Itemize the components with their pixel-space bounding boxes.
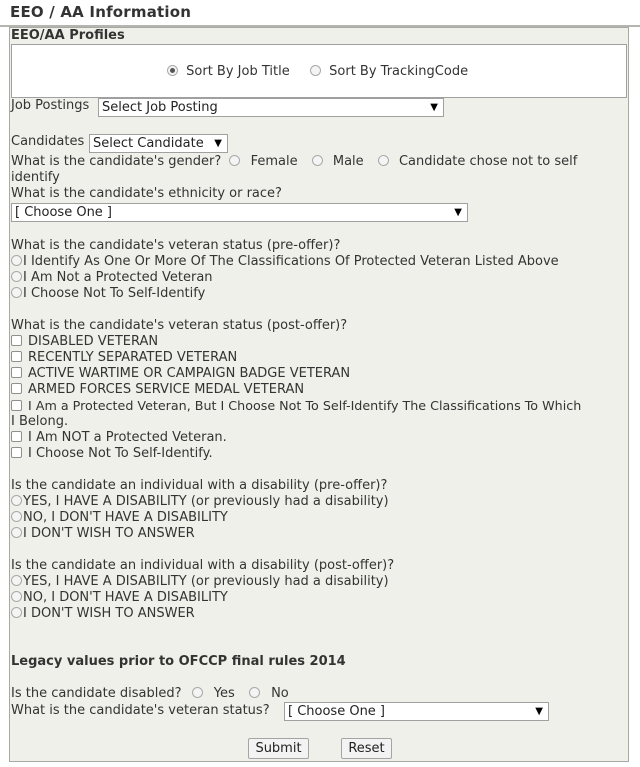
legacy-disabled-yes-radio[interactable] bbox=[192, 687, 203, 698]
veteran-post-label-5: I Am a Protected Veteran, But I Choose Not To Self-Identify The Classifications To Which bbox=[28, 398, 582, 413]
legacy-disabled-row bbox=[11, 686, 289, 702]
veteran-post-option-5[interactable] bbox=[11, 398, 581, 415]
disability-post-option-1[interactable] bbox=[11, 574, 389, 590]
veteran-post-label-7: I Choose Not To Self-Identify. bbox=[28, 446, 213, 461]
disability-pre-radio-3[interactable] bbox=[11, 527, 22, 538]
veteran-post-checkbox-2[interactable] bbox=[11, 351, 22, 362]
chevron-down-icon: ▼ bbox=[214, 138, 222, 149]
sort-options-box bbox=[11, 44, 627, 98]
gender-male-label: Male bbox=[332, 154, 364, 169]
veteran-post-option-7[interactable] bbox=[11, 446, 213, 462]
ethnicity-select[interactable] bbox=[11, 203, 468, 222]
gender-decline-radio[interactable] bbox=[378, 155, 389, 166]
legacy-disabled-yes-label: Yes bbox=[213, 686, 235, 701]
veteran-pre-radio-2[interactable] bbox=[11, 271, 22, 282]
sort-by-job-title-label: Sort By Job Title bbox=[186, 64, 290, 79]
veteran-post-option-1[interactable] bbox=[11, 334, 158, 350]
veteran-post-label-5-wrap: I Belong. bbox=[11, 414, 69, 429]
sort-by-job-title-radio[interactable] bbox=[167, 65, 178, 76]
disability-post-label-2: NO, I DON'T HAVE A DISABILITY bbox=[23, 590, 228, 605]
disability-pre-question: Is the candidate an individual with a disability (pre-offer)? bbox=[11, 478, 388, 493]
veteran-post-checkbox-5[interactable] bbox=[11, 400, 22, 411]
submit-button[interactable]: Submit bbox=[248, 738, 309, 759]
veteran-post-option-3[interactable] bbox=[11, 366, 350, 382]
veteran-pre-label-2: I Am Not a Protected Veteran bbox=[23, 270, 213, 285]
legacy-veteran-select[interactable] bbox=[284, 702, 549, 721]
veteran-post-label-4: ARMED FORCES SERVICE MEDAL VETERAN bbox=[28, 382, 305, 397]
disability-pre-radio-2[interactable] bbox=[11, 511, 22, 522]
veteran-pre-option-2[interactable] bbox=[11, 270, 213, 286]
veteran-pre-radio-3[interactable] bbox=[11, 287, 22, 298]
page-title: EEO / AA Information bbox=[10, 3, 192, 21]
chevron-down-icon: ▼ bbox=[430, 102, 438, 113]
legacy-disabled-no-radio[interactable] bbox=[249, 687, 260, 698]
disability-post-radio-3[interactable] bbox=[11, 607, 22, 618]
disability-pre-option-2[interactable] bbox=[11, 510, 228, 526]
disability-pre-label-1: YES, I HAVE A DISABILITY (or previously had a disability) bbox=[23, 494, 389, 509]
ethnicity-question: What is the candidate's ethnicity or race? bbox=[11, 186, 282, 201]
veteran-pre-option-1[interactable] bbox=[11, 254, 559, 270]
veteran-post-option-2[interactable] bbox=[11, 350, 237, 366]
chevron-down-icon: ▼ bbox=[535, 706, 543, 717]
disability-pre-option-1[interactable] bbox=[11, 494, 389, 510]
ethnicity-value: [ Choose One ] bbox=[15, 205, 113, 220]
veteran-post-question: What is the candidate's veteran status (post-offer)? bbox=[11, 318, 348, 333]
panel-title: EEO/AA Profiles bbox=[11, 28, 125, 43]
disability-post-radio-2[interactable] bbox=[11, 591, 22, 602]
disability-pre-radio-1[interactable] bbox=[11, 495, 22, 506]
gender-decline-label-wrap: identify bbox=[11, 170, 60, 185]
sort-by-tracking-code-option[interactable] bbox=[310, 64, 468, 80]
legacy-disabled-question: Is the candidate disabled? bbox=[11, 686, 182, 701]
veteran-post-label-2: RECENTLY SEPARATED VETERAN bbox=[28, 350, 238, 365]
disability-pre-label-2: NO, I DON'T HAVE A DISABILITY bbox=[23, 510, 228, 525]
legacy-veteran-value: [ Choose One ] bbox=[288, 704, 386, 719]
job-postings-label: Job Postings bbox=[11, 98, 90, 113]
gender-female-label: Female bbox=[250, 154, 298, 169]
chevron-down-icon: ▼ bbox=[454, 207, 462, 218]
job-postings-select[interactable] bbox=[98, 98, 444, 117]
veteran-post-checkbox-1[interactable] bbox=[11, 335, 22, 346]
job-postings-value: Select Job Posting bbox=[102, 100, 218, 115]
veteran-post-checkbox-4[interactable] bbox=[11, 383, 22, 394]
veteran-pre-label-1: I Identify As One Or More Of The Classifications Of Protected Veteran Listed Above bbox=[23, 254, 559, 269]
veteran-post-label-3: ACTIVE WARTIME OR CAMPAIGN BADGE VETERAN bbox=[28, 366, 351, 381]
gender-question: What is the candidate's gender? bbox=[11, 154, 222, 169]
eeo-profiles-panel bbox=[9, 27, 629, 762]
veteran-pre-radio-1[interactable] bbox=[11, 255, 22, 266]
sort-by-tracking-code-label: Sort By TrackingCode bbox=[329, 64, 469, 79]
reset-button[interactable]: Reset bbox=[341, 738, 392, 759]
candidates-label: Candidates bbox=[11, 134, 85, 149]
legacy-disabled-no-label: No bbox=[271, 686, 289, 701]
disability-post-question: Is the candidate an individual with a disability (post-offer)? bbox=[11, 558, 395, 573]
disability-post-radio-1[interactable] bbox=[11, 575, 22, 586]
veteran-post-checkbox-6[interactable] bbox=[11, 431, 22, 442]
disability-post-label-1: YES, I HAVE A DISABILITY (or previously had a disability) bbox=[23, 574, 389, 589]
gender-female-radio[interactable] bbox=[229, 155, 240, 166]
disability-post-label-3: I DON'T WISH TO ANSWER bbox=[23, 606, 195, 621]
disability-pre-option-3[interactable] bbox=[11, 526, 195, 542]
disability-post-option-2[interactable] bbox=[11, 590, 228, 606]
veteran-post-checkbox-3[interactable] bbox=[11, 367, 22, 378]
disability-post-option-3[interactable] bbox=[11, 606, 195, 622]
disability-pre-label-3: I DON'T WISH TO ANSWER bbox=[23, 526, 195, 541]
veteran-pre-label-3: I Choose Not To Self-Identify bbox=[23, 286, 206, 301]
veteran-post-checkbox-7[interactable] bbox=[11, 447, 22, 458]
veteran-post-option-4[interactable] bbox=[11, 382, 304, 398]
veteran-post-label-1: DISABLED VETERAN bbox=[28, 334, 159, 349]
legacy-heading: Legacy values prior to OFCCP final rules 2014 bbox=[11, 654, 346, 669]
candidates-select[interactable] bbox=[89, 134, 228, 153]
candidates-value: Select Candidate bbox=[93, 136, 204, 151]
veteran-pre-option-3[interactable] bbox=[11, 286, 205, 302]
sort-by-tracking-code-radio[interactable] bbox=[310, 65, 321, 76]
veteran-post-label-6: I Am NOT a Protected Veteran. bbox=[28, 430, 227, 445]
gender-male-radio[interactable] bbox=[312, 155, 323, 166]
legacy-veteran-question: What is the candidate's veteran status? bbox=[11, 703, 270, 718]
gender-decline-label: Candidate chose not to self bbox=[398, 154, 578, 169]
gender-row bbox=[11, 154, 577, 170]
veteran-pre-question: What is the candidate's veteran status (pre-offer)? bbox=[11, 238, 341, 253]
sort-by-job-title-option[interactable] bbox=[167, 64, 290, 80]
veteran-post-option-6[interactable] bbox=[11, 430, 227, 446]
